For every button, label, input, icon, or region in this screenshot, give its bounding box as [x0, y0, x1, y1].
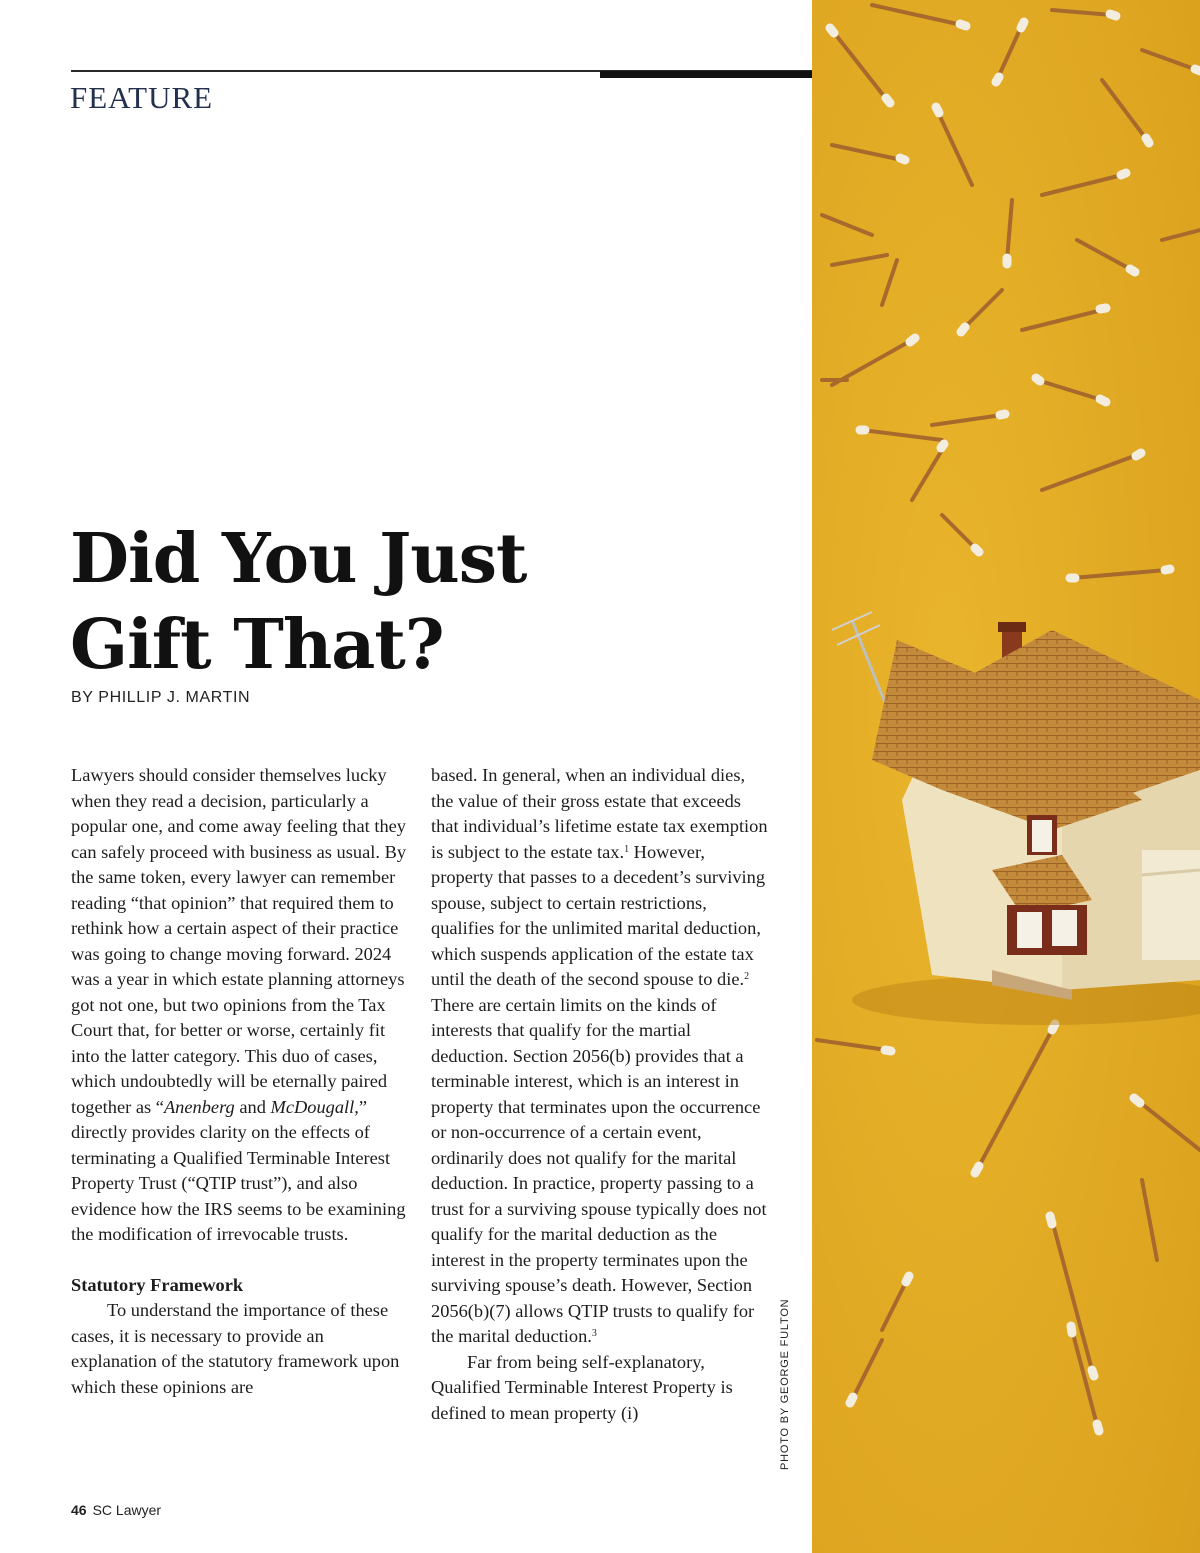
cover-photo [812, 0, 1200, 1553]
subheading: Statutory Framework [71, 1274, 244, 1295]
text-run: and [234, 1096, 271, 1117]
article-title-line-2: Gift That? [70, 605, 444, 685]
paragraph [431, 763, 769, 1350]
article-title [70, 516, 630, 688]
page-number: 46 [71, 1502, 87, 1518]
article-column-2 [431, 763, 769, 1426]
text-run: ” directly provides clarity on the effects of terminating a Qualified Terminable Interest Property Trust (“QTIP trust”), and also evidence how the IRS seems to be examining the modification of irrevocable trusts. [71, 1096, 406, 1244]
text-run: based. In general, when an individual dies, the value of their gross estate that exceeds that individual’s lifetime estate tax exemption is subject to the estate tax. [431, 765, 768, 862]
paragraph: To understand the importance of these cases, it is necessary to provide an explanation of the statutory framework upon which these opinions are [71, 1300, 400, 1397]
case-name: McDougall, [270, 1096, 359, 1117]
case-name: Anenberg [163, 1096, 235, 1117]
paragraph: Far from being self-explanatory, Qualified Terminable Interest Property is defined to mean property (i) [431, 1351, 733, 1423]
header-rule-accent [600, 71, 812, 78]
photo-credit: PHOTO BY GEORGE FULTON [779, 1298, 791, 1470]
text-run: Lawyers should consider themselves lucky when they read a decision, particularly a popular one, and come away feeling that they can safely proceed with business as usual. By the same token, every lawyer can remember reading “that opinion” that required them to rethink how a certain aspect of their practice was going to change moving forward. 2024 was a year in which estate planning attorneys got not one, but two opinions from the Tax Court that, for better or worse, certainly fit into the latter category. This duo of cases, which undoubtedly will be eternally paired together as “ [71, 765, 407, 1117]
text-run: There are certain limits on the kinds of interests that qualify for the martial deduction. Section 2056(b) provides that a terminable interest, which is an interest in property that terminates upon the occurrence or non-occurrence of a certain event, ordinarily does not qualify for the marital deduction. In practice, property passing to a trust for a surviving spouse typically does not qualify for the marital deduction as the interest in the property terminates upon the surviving spouse’s death. However, Section 2056(b)(7) allows QTIP trusts to qualify for the marital deduction. [431, 994, 767, 1346]
text-run: However, property that passes to a decedent’s surviving spouse, subject to certain restrictions, qualifies for the unlimited marital deduction, which suspends application of the estate tax until the death of the second spouse to die. [431, 841, 766, 989]
footnote-ref: 1 [624, 843, 630, 855]
paragraph-intro [71, 763, 411, 1248]
footnote-ref: 3 [591, 1328, 597, 1339]
page-folio [71, 1502, 161, 1518]
section-label: FEATURE [70, 80, 214, 115]
publication-name: SC Lawyer [92, 1502, 162, 1518]
footnote-ref: 2 [744, 971, 750, 982]
article-title-line-1: Did You Just [70, 519, 527, 599]
article-column-1 [71, 763, 411, 1400]
byline: BY PHILLIP J. MARTIN [71, 689, 251, 706]
